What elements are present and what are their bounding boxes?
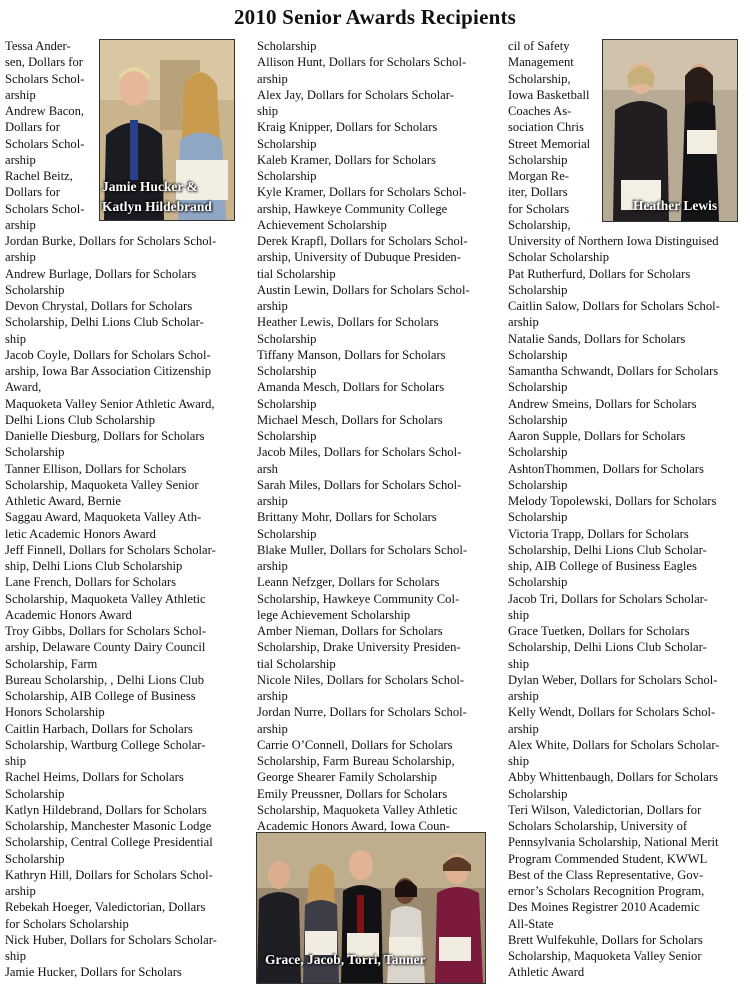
text-line: Dollars for: [5, 120, 60, 135]
text-line: Rachel Beitz,: [5, 169, 73, 183]
text-line: Caitlin Salow, Dollars for Scholars Schol-: [508, 299, 720, 313]
text-line: Jordan Burke, Dollars for Scholars Schol-: [5, 234, 217, 248]
text-line: Derek Krapfl, Dollars for Scholars Schol-: [257, 234, 468, 248]
text-line: arship: [257, 689, 288, 703]
text-line: Academic Honors Award, Iowa Coun-: [257, 819, 450, 833]
text-line: Jamie Hucker, Dollars for Scholars: [5, 965, 182, 980]
text-line: Scholarship: [5, 851, 65, 866]
text-line: for Scholars Scholarship: [5, 916, 129, 931]
page-title: 2010 Senior Awards Recipients: [233, 5, 517, 29]
text-line: arship: [508, 689, 539, 703]
text-line: for Scholars: [508, 201, 570, 216]
text-line: Scholars Schol-: [5, 71, 85, 86]
text-line: Scholarship,: [508, 71, 571, 86]
text-line: Honors Scholarship: [5, 705, 105, 720]
text-line: Scholarship, Maquoketa Valley Athletic: [257, 802, 458, 817]
text-line: arship: [257, 71, 288, 86]
text-line: ship: [5, 754, 26, 768]
text-line: Victoria Trapp, Dollars for Scholars: [508, 526, 689, 541]
text-line: AshtonThommen, Dollars for Scholars: [508, 461, 704, 476]
text-line: Andrew Burlage, Dollars for Scholars: [5, 266, 197, 281]
photo-hucker-hildebrand: [99, 39, 235, 221]
text-line: Jacob Tri, Dollars for Scholars Scholar-: [508, 591, 708, 606]
text-line: Tiffany Manson, Dollars for Scholars: [257, 347, 446, 362]
text-line: ship: [508, 754, 529, 768]
text-line: Heather Lewis, Dollars for Scholars: [257, 315, 439, 330]
text-line: Scholarship: [257, 169, 317, 183]
text-line: Scholarship: [508, 412, 568, 427]
text-line: Scholarship: [5, 445, 65, 460]
text-line: Scholarship, AIB College of Business: [5, 689, 196, 703]
text-line: Scholarship: [508, 575, 568, 590]
text-line: Scholarship: [5, 282, 65, 297]
text-line: lege Achievement Scholarship: [257, 607, 411, 622]
text-line: Saggau Award, Maquoketa Valley Ath-: [5, 510, 202, 525]
photo-hucker-hildebrand-caption-line1: Jamie Hucker &: [102, 179, 198, 194]
text-line: ship: [508, 607, 529, 622]
text-line: Scholarship: [257, 39, 317, 53]
text-line: Scholarship, Wartburg College Scholar-: [5, 737, 206, 752]
photo-group: [256, 832, 486, 984]
text-line: Scholarship, Drake University Presiden-: [257, 640, 461, 655]
text-line: Tanner Ellison, Dollars for Scholars: [5, 461, 187, 476]
text-line: arship: [257, 559, 288, 573]
text-line: Brittany Mohr, Dollars for Scholars: [257, 510, 437, 525]
text-line: Scholarship: [257, 396, 317, 411]
text-line: Leann Nefzger, Dollars for Scholars: [257, 575, 440, 590]
text-line: Scholarship, Delhi Lions Club Scholar-: [508, 542, 707, 557]
text-line: Devon Chrystal, Dollars for Scholars: [5, 299, 193, 313]
text-line: Athletic Award, Bernie: [5, 494, 121, 508]
text-line: arship, Iowa Bar Association Citizenship: [5, 364, 212, 378]
text-line: Kelly Wendt, Dollars for Scholars Schol-: [508, 705, 716, 720]
text-line: Kraig Knipper, Dollars for Scholars: [257, 120, 438, 135]
text-line: Scholarship, Maquoketa Valley Athletic: [5, 591, 206, 606]
text-line: arship: [257, 721, 288, 736]
text-line: Rachel Heims, Dollars for Scholars: [5, 770, 184, 785]
text-line: Teri Wilson, Valedictorian, Dollars for: [508, 802, 702, 817]
text-line: sociation Chris: [508, 120, 584, 135]
text-line: Samantha Schwandt, Dollars for Scholars: [508, 364, 719, 378]
text-line: Abby Whittenbaugh, Dollars for Scholars: [508, 770, 718, 785]
text-line: tial Scholarship: [257, 266, 336, 281]
text-line: Scholarship, Hawkeye Community Col-: [257, 591, 460, 606]
text-line: Athletic Award: [508, 965, 585, 980]
text-line: iter, Dollars: [508, 185, 568, 200]
text-line: Bureau Scholarship, , Delhi Lions Club: [5, 672, 205, 687]
text-line: ernor’s Scholars Recognition Program,: [508, 884, 705, 898]
text-line: George Shearer Family Scholarship: [257, 770, 437, 785]
text-line: Jacob Coyle, Dollars for Scholars Schol-: [5, 347, 211, 362]
text-line: Scholarship: [508, 347, 568, 362]
text-line: Melody Topolewski, Dollars for Scholars: [508, 494, 717, 508]
text-line: Scholars Scholarship, University of: [508, 819, 688, 833]
photo-group-caption: Grace, Jacob, Torri, Tanner: [265, 952, 426, 967]
text-line: Scholarship: [257, 331, 317, 346]
text-line: ship, Delhi Lions Club Scholarship: [5, 559, 183, 573]
text-line: Scholarship, Farm Bureau Scholarship,: [257, 754, 455, 768]
text-line: Street Memorial: [508, 136, 591, 151]
text-line: arship: [5, 152, 36, 167]
text-line: Scholar Scholarship: [508, 250, 610, 265]
text-line: Academic Honors Award: [5, 607, 132, 622]
text-line: Sarah Miles, Dollars for Scholars Schol-: [257, 477, 462, 492]
text-line: Scholarship: [508, 282, 568, 297]
text-line: ship: [257, 104, 278, 118]
text-line: Andrew Smeins, Dollars for Scholars: [508, 396, 697, 411]
text-line: Delhi Lions Club Scholarship: [5, 412, 156, 427]
text-line: ship: [508, 656, 529, 671]
text-line: Troy Gibbs, Dollars for Scholars Schol-: [5, 624, 207, 638]
text-line: Scholarship, Delhi Lions Club Scholar-: [508, 640, 707, 655]
text-line: Brett Wulfekuhle, Dollars for Scholars: [508, 932, 703, 947]
text-line: Award,: [5, 380, 42, 395]
text-line: arship, Delaware County Dairy Council: [5, 640, 206, 655]
photo-heather-lewis-caption: Heather Lewis: [633, 198, 718, 213]
text-line: ship: [5, 331, 26, 346]
text-line: arship: [257, 299, 288, 313]
text-line: cil of Safety: [508, 39, 570, 53]
text-line: arship: [5, 87, 36, 102]
text-line: Jacob Miles, Dollars for Scholars Schol-: [257, 445, 462, 460]
text-line: sen, Dollars for: [5, 55, 83, 70]
text-line: ship: [5, 949, 26, 963]
text-line: Scholarship, Maquoketa Valley Senior: [5, 477, 199, 492]
text-line: Amanda Mesch, Dollars for Scholars: [257, 380, 445, 395]
column-2: [257, 38, 497, 834]
text-line: Lane French, Dollars for Scholars: [5, 575, 177, 590]
text-line: Scholars Schol-: [5, 136, 85, 151]
text-line: Iowa Basketball: [508, 87, 590, 102]
text-line: Caitlin Harbach, Dollars for Scholars: [5, 721, 193, 736]
text-line: Scholarship, Delhi Lions Club Scholar-: [5, 315, 204, 330]
text-line: Scholarship: [257, 526, 317, 541]
text-line: Scholarship, Central College Presidential: [5, 835, 213, 850]
text-line: arship: [5, 884, 36, 898]
text-line: Maquoketa Valley Senior Athletic Award,: [5, 396, 215, 411]
text-line: Blake Muller, Dollars for Scholars Schol-: [257, 542, 468, 557]
text-line: letic Academic Honors Award: [5, 526, 156, 541]
text-line: arsh: [257, 461, 278, 476]
text-line: Scholarship, Manchester Masonic Lodge: [5, 819, 212, 833]
text-line: Austin Lewin, Dollars for Scholars Schol-: [257, 282, 470, 297]
text-line: arship, Hawkeye Community College: [257, 201, 448, 216]
text-line: arship: [5, 217, 36, 232]
text-line: Nicole Niles, Dollars for Scholars Schol-: [257, 672, 465, 687]
text-line: Scholarship: [257, 364, 317, 378]
text-line: Pat Rutherfurd, Dollars for Scholars: [508, 266, 691, 281]
text-line: Scholarship,: [508, 217, 571, 232]
text-line: Allison Hunt, Dollars for Scholars Schol-: [257, 55, 467, 70]
text-line: Alex White, Dollars for Scholars Scholar-: [508, 737, 720, 752]
text-line: Michael Mesch, Dollars for Scholars: [257, 412, 443, 427]
text-line: Scholarship: [508, 786, 568, 801]
photo-heather-lewis: [602, 39, 738, 222]
text-line: Scholarship: [508, 445, 568, 460]
text-line: arship: [257, 494, 288, 508]
text-line: Amber Nieman, Dollars for Scholars: [257, 624, 443, 638]
text-line: Dylan Weber, Dollars for Scholars Schol-: [508, 672, 718, 687]
text-line: Scholarship: [257, 136, 317, 151]
text-line: Dollars for: [5, 185, 60, 200]
text-line: Program Commended Student, KWWL: [508, 851, 708, 866]
text-line: arship: [508, 721, 539, 736]
text-line: Alex Jay, Dollars for Scholars Scholar-: [257, 87, 454, 102]
text-line: arship: [5, 250, 36, 265]
text-line: Scholarship: [508, 477, 568, 492]
text-line: Coaches As-: [508, 104, 572, 118]
text-line: Jeff Finnell, Dollars for Scholars Scholar-: [5, 542, 216, 557]
text-line: Grace Tuetken, Dollars for Scholars: [508, 624, 690, 638]
text-line: Nick Huber, Dollars for Scholars Scholar-: [5, 932, 217, 947]
photo-hucker-hildebrand-caption-line2: Katlyn Hildebrand: [102, 199, 212, 214]
text-line: Scholarship: [508, 510, 568, 525]
text-line: Scholars Schol-: [5, 201, 85, 216]
text-line: ship, AIB College of Business Eagles: [508, 559, 697, 573]
text-line: Kyle Kramer, Dollars for Scholars Schol-: [257, 185, 467, 200]
text-line: Danielle Diesburg, Dollars for Scholars: [5, 429, 205, 443]
text-line: Rebekah Hoeger, Valedictorian, Dollars: [5, 900, 206, 915]
text-line: Scholarship, Maquoketa Valley Senior: [508, 949, 702, 963]
text-line: Carrie O’Connell, Dollars for Scholars: [257, 737, 453, 752]
text-line: Emily Preussner, Dollars for Scholars: [257, 786, 448, 801]
text-line: tial Scholarship: [257, 656, 336, 671]
text-line: Scholarship: [5, 786, 65, 801]
text-line: arship: [508, 315, 539, 330]
text-line: Natalie Sands, Dollars for Scholars: [508, 331, 686, 346]
text-line: arship, University of Dubuque Presiden-: [257, 250, 461, 265]
text-line: Scholarship, Farm: [5, 656, 98, 671]
text-line: Jordan Nurre, Dollars for Scholars Schol-: [257, 705, 467, 720]
photo-heather-lewis-image: [603, 40, 737, 221]
text-line: Des Moines Registrer 2010 Academic: [508, 900, 700, 915]
text-line: Pennsylvania Scholarship, National Merit: [508, 835, 719, 850]
text-line: Morgan Re-: [508, 169, 569, 183]
text-line: Tessa Ander-: [5, 39, 71, 53]
text-line: Scholarship: [508, 152, 568, 167]
text-line: All-State: [508, 916, 554, 931]
text-line: Scholarship: [508, 380, 568, 395]
text-line: Achievement Scholarship: [257, 217, 387, 232]
text-line: Management: [508, 55, 574, 70]
text-line: Scholarship: [257, 429, 317, 443]
text-line: University of Northern Iowa Distinguised: [508, 234, 719, 248]
text-line: Kathryn Hill, Dollars for Scholars Schol-: [5, 867, 213, 882]
text-line: Kaleb Kramer, Dollars for Scholars: [257, 152, 436, 167]
text-line: Best of the Class Representative, Gov-: [508, 867, 704, 882]
text-line: Aaron Supple, Dollars for Scholars: [508, 429, 686, 443]
text-line: Andrew Bacon,: [5, 104, 85, 118]
text-line: Katlyn Hildebrand, Dollars for Scholars: [5, 802, 207, 817]
